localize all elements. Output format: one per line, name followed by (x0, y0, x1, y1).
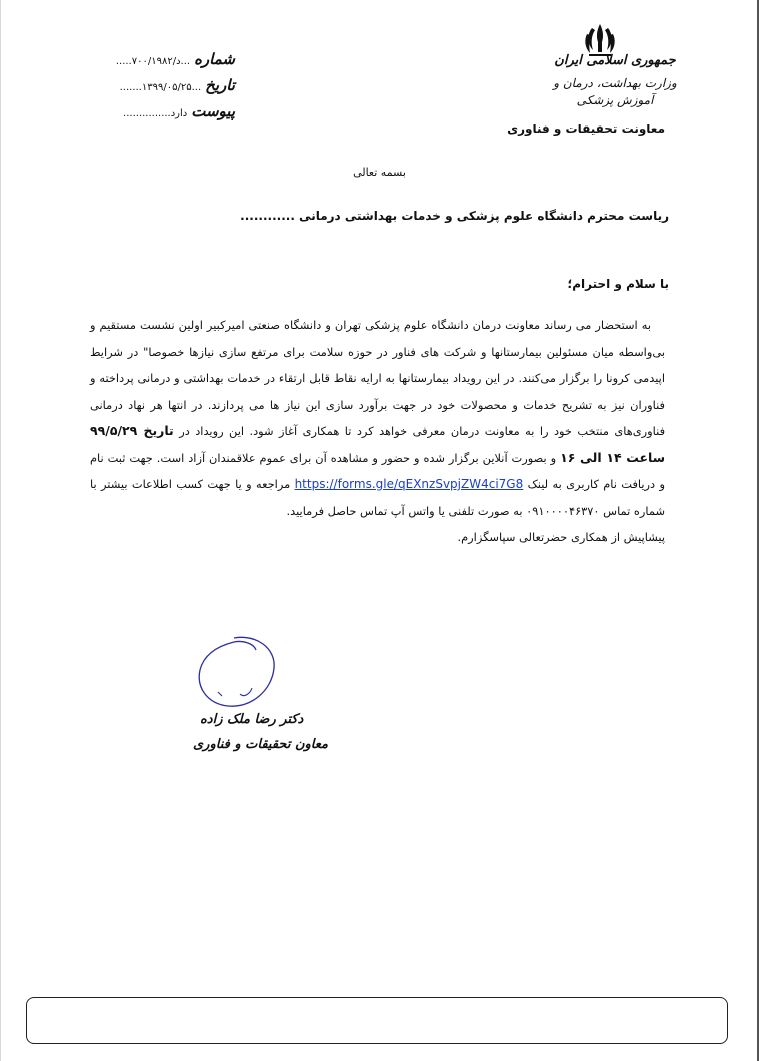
body-text-part1: به استحضار می رساند معاونت درمان دانشگاه علوم پزشکی تهران و دانشگاه صنعتی امیرکبیر اولین نشست مستقیم و بی‌واسطه میان مسئولین بیمارستانها و شرکت های فناور در حوزه سلامت برای مرتفع سازی نیازها خصوصا" در شرایط اپیدمی کرونا را برگزار می‌کنند. در این رویداد بیمارستانها به ارایه نقاط قابل ارتقاء در خدمات بهداشتی و درمانی پرداخته و فناوران نیز به تشریح خدمات و محصولات خود در جهت برآورد سازی این نیاز ها می پردازند. در انتها هر نهاد درمانی فناوری‌های منتخب خود را به معاونت درمان معرفی خواهد کرد تا همکاری آغاز شود. این رویداد در (90, 318, 666, 438)
closing-line: پیشاپیش از همکاری حضرتعالی سپاسگزارم. (457, 530, 665, 544)
ministry-line2: وزارت بهداشت، درمان و آموزش پزشکی (553, 76, 677, 107)
page-edge-left (0, 0, 1, 1061)
event-datetime: تاریخ ۹۹/۵/۲۹ ساعت ۱۴ الی ۱۶ (90, 423, 665, 465)
signature-scribble (194, 632, 278, 714)
body-text-part2: و بصورت آنلاین برگزار شده و حضور و مشاهده آن برای عموم علاقمندان آزاد است. جهت ثبت نام و دریافت نام کاربری به لینک (90, 450, 665, 491)
number-value: ...د/۷۰۰/۱۹۸۲..... (115, 56, 191, 67)
signer-name: دکتر رضا ملک زاده (200, 712, 304, 727)
addressee: ریاست محترم دانشگاه علوم پزشکی و خدمات بهداشتی درمانی ............ (240, 209, 669, 223)
date-label: تاریخ (205, 76, 235, 94)
date-row (95, 76, 235, 102)
letter-body (90, 312, 665, 551)
registration-link[interactable]: https://forms.gle/qEXnzSvpjZW4ci7G8 (294, 477, 524, 491)
attachment-row (95, 102, 235, 128)
date-value: ...۱۳۹۹/۰۵/۲۵....... (119, 82, 202, 93)
attachment-label: پیوست (191, 102, 235, 120)
attachment-value: دارد............... (123, 108, 188, 119)
body-paragraph (90, 312, 665, 524)
department-name: معاونت تحقیقات و فناوری (507, 122, 665, 136)
ministry-line1: جمهوری اسلامی ایران (554, 53, 676, 68)
number-row (95, 50, 235, 76)
letter-meta (95, 50, 235, 128)
greeting: با سلام و احترام؛ (567, 277, 669, 291)
body-text-part3: مراجعه و یا جهت کسب اطلاعات بیشتر با شماره تماس ۰۹۱۰۰۰۰۴۶۳۷۰ به صورت تلفنی یا واتس آپ تماس حاصل فرمایید. (90, 477, 665, 518)
signer-title: معاون تحقیقات و فناوری (193, 737, 328, 752)
number-label: شماره (194, 50, 235, 68)
footer-box (26, 997, 728, 1044)
ministry-logotype (535, 52, 695, 109)
salutation: بسمه تعالی (353, 166, 406, 179)
